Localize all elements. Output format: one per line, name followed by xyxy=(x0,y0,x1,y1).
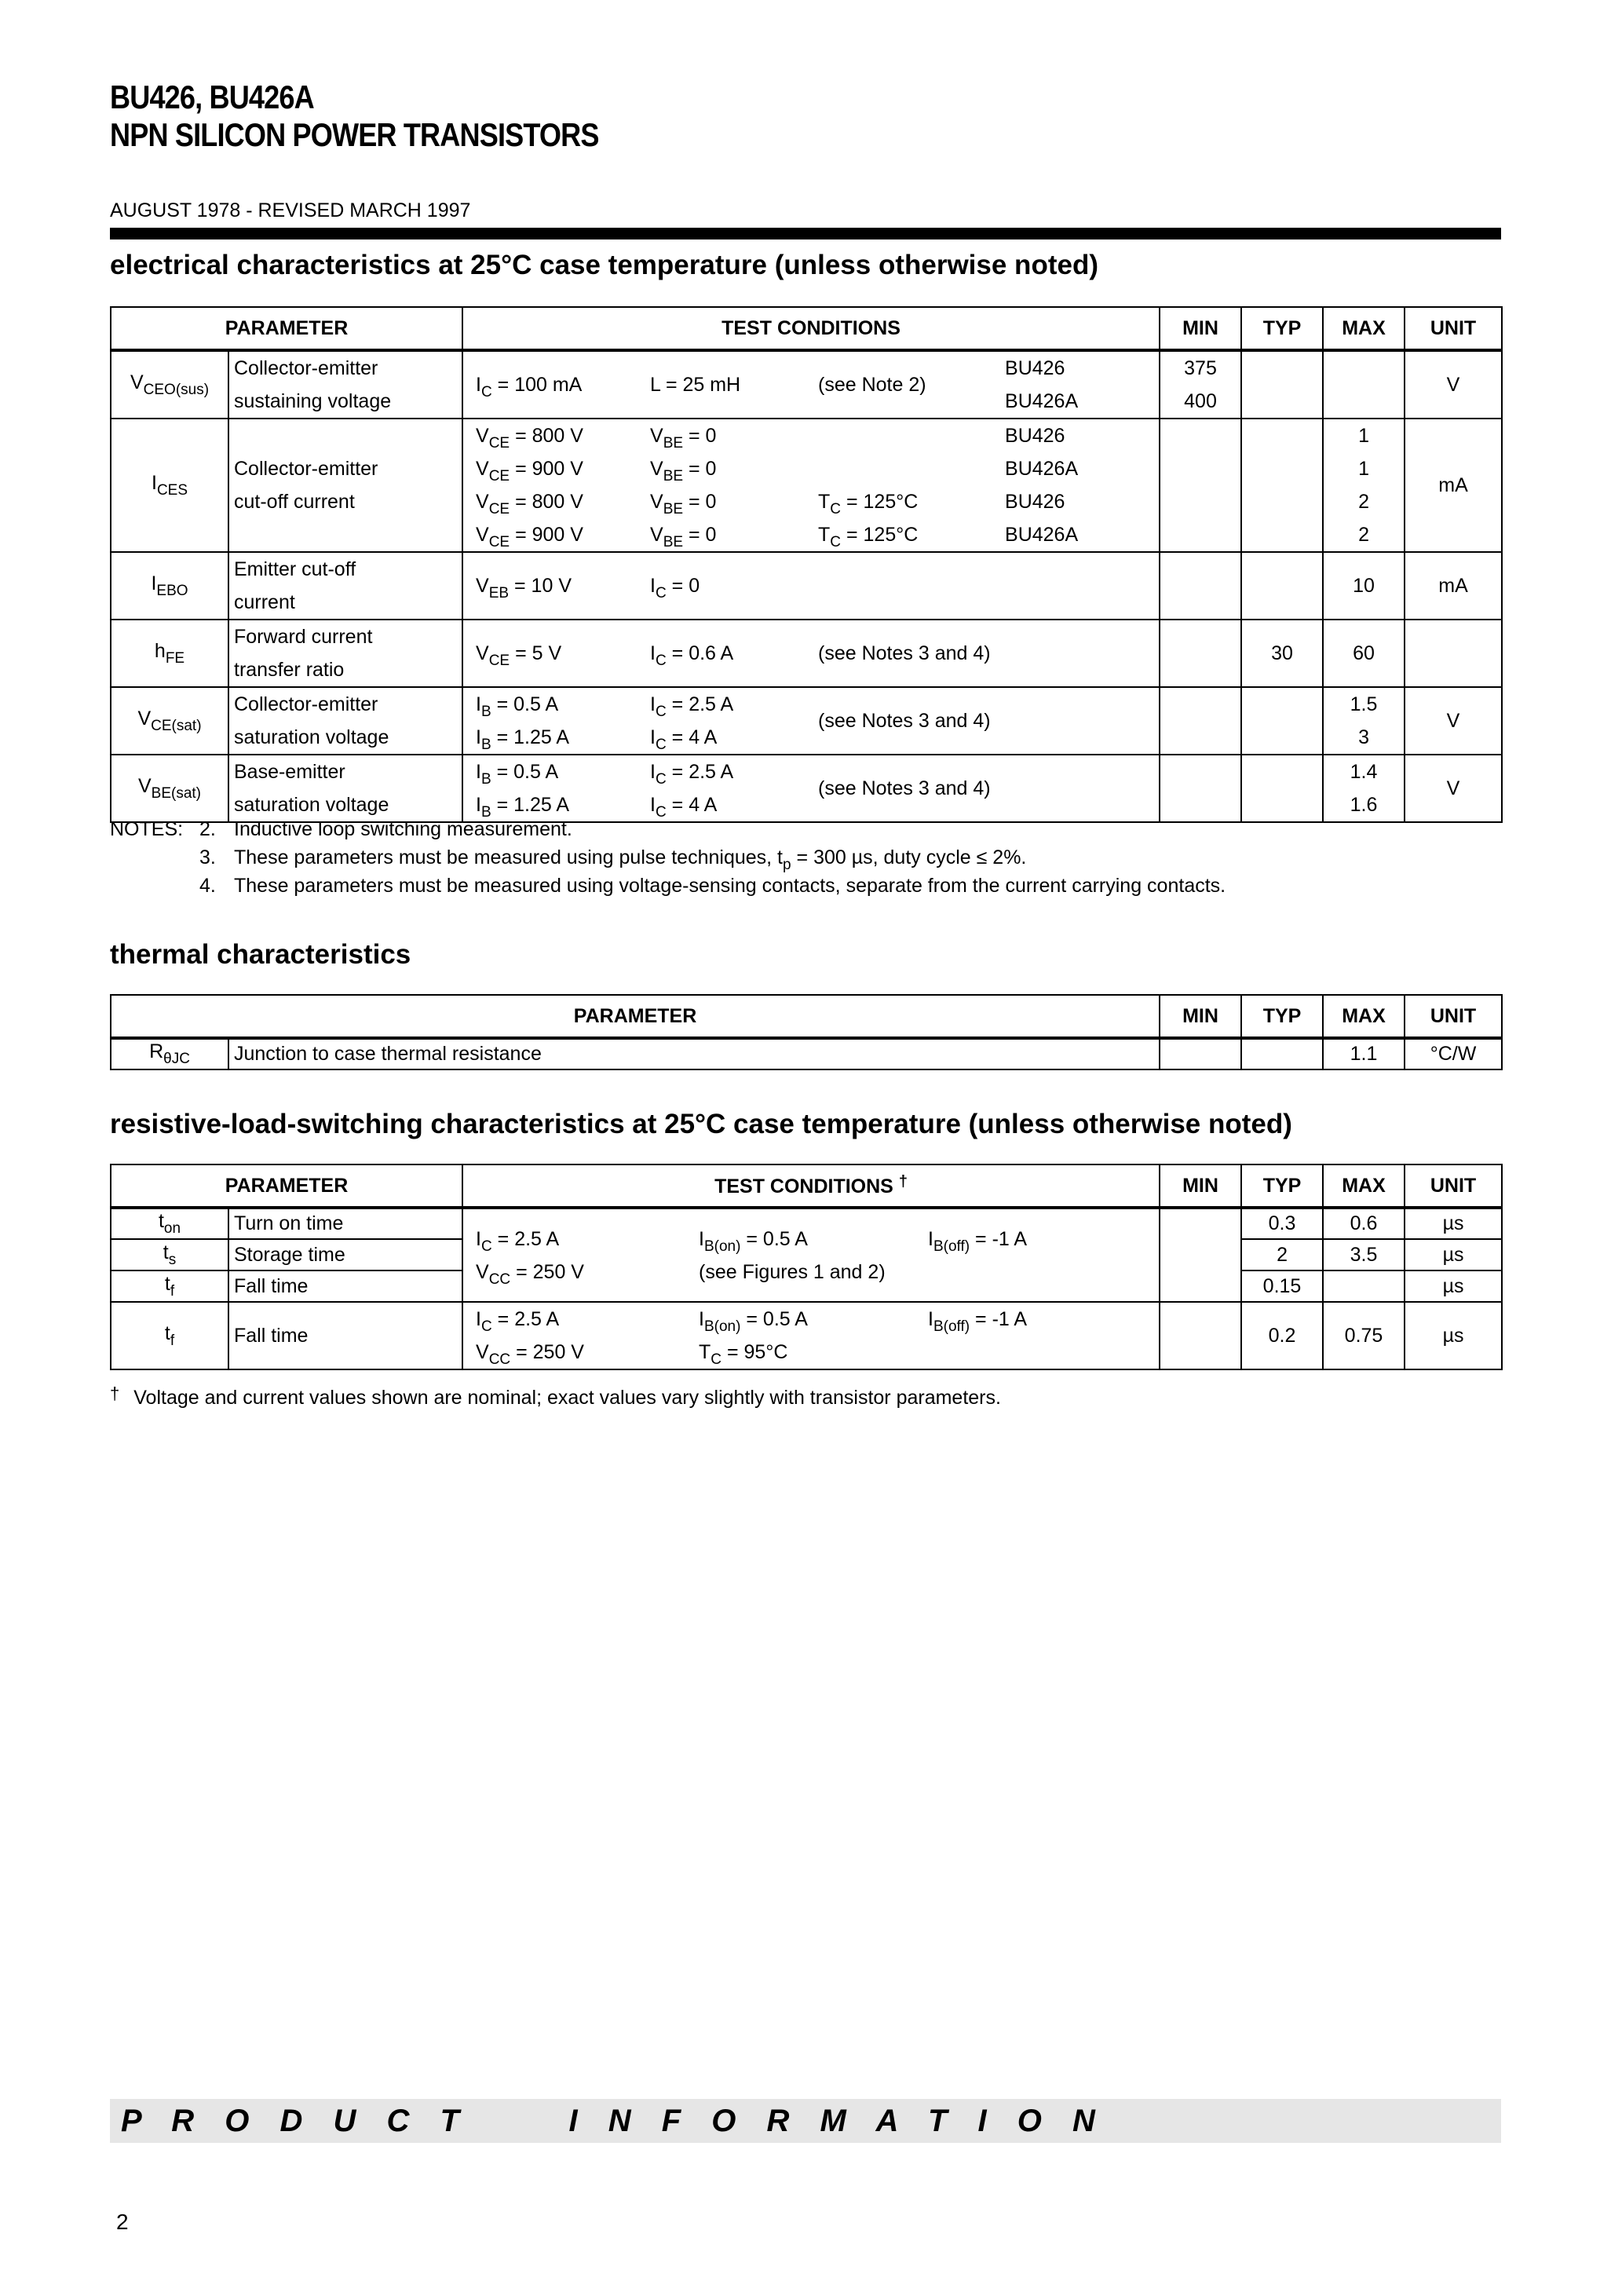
max-value xyxy=(1323,350,1405,419)
typ-value: 30 xyxy=(1241,620,1323,687)
column-header-typ: TYP xyxy=(1241,995,1323,1038)
test-conditions: $I_C = 2.5$ A $I_{B(on)} = 0.5$ A $I_{B(off)} = -1$ A $V_{CC} = 250$ V (see Figures 1 and 2) xyxy=(462,1208,1160,1302)
document-title-part-numbers: BU426, BU426A xyxy=(110,79,314,115)
unit-value: µs xyxy=(1405,1270,1502,1302)
test-conditions: $I_C = 2.5$ A $I_{B(on)} = 0.5$ A $I_{B(off)} = -1$ A $V_{CC} = 250$ V $T_C = 95^\circ C$ xyxy=(462,1302,1160,1369)
unit-value: µs xyxy=(1405,1239,1502,1270)
max-value: 60 xyxy=(1323,620,1405,687)
max-value: 0.6 xyxy=(1323,1208,1405,1239)
typ-value: 0.2 xyxy=(1241,1302,1323,1369)
table-row xyxy=(111,1208,1502,1239)
header-rule xyxy=(110,228,1501,239)
unit-value: V xyxy=(1405,687,1502,755)
typ-value xyxy=(1241,350,1323,419)
thermal-characteristics-heading: thermal characteristics xyxy=(110,939,411,970)
test-conditions: $V_{CE} = 800$ V $V_{BE} = 0$ BU426 $V_{CE} = 900$ V $V_{BE} = 0$ BU426A $V_{CE} = 800$ V $V_{BE} = 0$ $T_C = 125^\circ C$ BU426 $V_{CE} = 900$ V $V_{BE} = 0$ $T_C = 125^\circ C$ BU426A xyxy=(462,419,1160,552)
parameter-symbol: $I_{EBO}$ xyxy=(111,552,228,620)
parameter-description: Collector-emitter sustaining voltage xyxy=(228,350,462,419)
max-value: 3.5 xyxy=(1323,1239,1405,1270)
table-row xyxy=(111,620,1502,687)
parameter-symbol: $V_{CEO(sus)}$ xyxy=(111,350,228,419)
parameter-symbol: $V_{BE(sat)}$ xyxy=(111,755,228,822)
parameter-symbol: $t_{on}$ xyxy=(111,1208,228,1239)
table-header-row xyxy=(111,995,1502,1038)
electrical-characteristics-heading: electrical characteristics at 25°C case temperature (unless otherwise noted) xyxy=(110,250,1098,280)
switching-footnote xyxy=(110,1384,1001,1409)
note-text: Inductive loop switching measurement. xyxy=(234,818,572,840)
parameter-description: Storage time xyxy=(228,1239,462,1270)
max-value: 0.75 xyxy=(1323,1302,1405,1369)
typ-value xyxy=(1241,1038,1323,1069)
thermal-characteristics-table xyxy=(110,994,1503,1070)
min-value xyxy=(1160,552,1241,620)
typ-value xyxy=(1241,687,1323,755)
column-header-test-conditions: TEST CONDITIONS xyxy=(462,307,1160,350)
test-conditions: $V_{EB} = 10$ V $I_C = 0$ xyxy=(462,552,1160,620)
column-header-max: MAX xyxy=(1323,1164,1405,1208)
typ-value: 0.15 xyxy=(1241,1270,1323,1302)
switching-characteristics-table xyxy=(110,1164,1503,1370)
min-value xyxy=(1160,687,1241,755)
document-title-description: NPN SILICON POWER TRANSISTORS xyxy=(110,116,599,153)
parameter-description: Junction to case thermal resistance xyxy=(228,1038,1160,1069)
typ-value: 0.3 xyxy=(1241,1208,1323,1239)
unit-value: V xyxy=(1405,350,1502,419)
note-number: 4. xyxy=(199,875,216,897)
note-text: These parameters must be measured using pulse techniques, $t_p = 300$ µs, duty cycle ≤ 2%. xyxy=(234,846,1027,873)
max-value xyxy=(1323,1270,1405,1302)
column-header-unit: UNIT xyxy=(1405,307,1502,350)
page-number: 2 xyxy=(116,2210,129,2234)
column-header-parameter: PARAMETER xyxy=(111,995,1160,1038)
footnote-text: Voltage and current values shown are nominal; exact values vary slightly with transistor parameters. xyxy=(133,1387,1001,1409)
test-conditions: $V_{CE} = 5$ V $I_C = 0.6$ A (see Notes 3 and 4) xyxy=(462,620,1160,687)
column-header-max: MAX xyxy=(1323,995,1405,1038)
parameter-description: Emitter cut-off current xyxy=(228,552,462,620)
dagger-mark: † xyxy=(110,1384,120,1403)
column-header-unit: UNIT xyxy=(1405,995,1502,1038)
column-header-typ: TYP xyxy=(1241,1164,1323,1208)
parameter-symbol: $t_f$ xyxy=(111,1270,228,1302)
column-header-min: MIN xyxy=(1160,1164,1241,1208)
parameter-symbol: $t_s$ xyxy=(111,1239,228,1270)
table-row xyxy=(111,687,1502,755)
max-value: 1.4 1.6 xyxy=(1323,755,1405,822)
parameter-description: Forward current transfer ratio xyxy=(228,620,462,687)
parameter-symbol: $I_{CES}$ xyxy=(111,419,228,552)
min-value xyxy=(1160,1038,1241,1069)
note-number: 3. xyxy=(199,846,216,868)
table-row xyxy=(111,552,1502,620)
test-conditions: $I_C = 100$ mA L = 25 mH (see Note 2) BU426 BU426A xyxy=(462,350,1160,419)
column-header-parameter: PARAMETER xyxy=(111,307,462,350)
column-header-test-conditions: TEST CONDITIONS † xyxy=(462,1164,1160,1208)
table-header-row xyxy=(111,1164,1502,1208)
unit-value: mA xyxy=(1405,552,1502,620)
unit-value: mA xyxy=(1405,419,1502,552)
min-value: 375 400 xyxy=(1160,350,1241,419)
switching-characteristics-heading: resistive-load-switching characteristics at 25°C case temperature (unless otherwise noted) xyxy=(110,1109,1292,1139)
unit-value: µs xyxy=(1405,1208,1502,1239)
table-row xyxy=(111,1038,1502,1069)
parameter-description: Fall time xyxy=(228,1302,462,1369)
unit-value: V xyxy=(1405,755,1502,822)
table-row xyxy=(111,755,1502,822)
column-header-min: MIN xyxy=(1160,307,1241,350)
table-row xyxy=(111,1302,1502,1369)
max-value: 1.5 3 xyxy=(1323,687,1405,755)
parameter-description: Turn on time xyxy=(228,1208,462,1239)
max-value: 10 xyxy=(1323,552,1405,620)
product-information-bar xyxy=(110,2099,1501,2143)
unit-value: °C/W xyxy=(1405,1038,1502,1069)
typ-value xyxy=(1241,755,1323,822)
column-header-parameter: PARAMETER xyxy=(111,1164,462,1208)
parameter-description: Fall time xyxy=(228,1270,462,1302)
table-header-row xyxy=(111,307,1502,350)
typ-value: 2 xyxy=(1241,1239,1323,1270)
parameter-symbol: $t_f$ xyxy=(111,1302,228,1369)
column-header-typ: TYP xyxy=(1241,307,1323,350)
unit-value: µs xyxy=(1405,1302,1502,1369)
min-value xyxy=(1160,1302,1241,1369)
product-information-label: P R O D U C T I N F O R M A T I O N xyxy=(121,2104,1106,2138)
column-header-unit: UNIT xyxy=(1405,1164,1502,1208)
test-conditions: $I_B = 0.5$ A $I_C = 2.5$ A (see Notes 3 and 4) $I_B = 1.25$ A $I_C = 4$ A xyxy=(462,755,1160,822)
typ-value xyxy=(1241,552,1323,620)
typ-value xyxy=(1241,419,1323,552)
max-value: 1 1 2 2 xyxy=(1323,419,1405,552)
max-value: 1.1 xyxy=(1323,1038,1405,1069)
table-row xyxy=(111,350,1502,419)
unit-value xyxy=(1405,620,1502,687)
electrical-characteristics-table xyxy=(110,306,1503,823)
column-header-min: MIN xyxy=(1160,995,1241,1038)
parameter-description: Collector-emitter saturation voltage xyxy=(228,687,462,755)
column-header-max: MAX xyxy=(1323,307,1405,350)
parameter-description: Base-emitter saturation voltage xyxy=(228,755,462,822)
parameter-symbol: $V_{CE(sat)}$ xyxy=(111,687,228,755)
parameter-symbol: $R_{\theta JC}$ xyxy=(111,1038,228,1069)
min-value xyxy=(1160,1208,1241,1302)
note-text: These parameters must be measured using voltage-sensing contacts, separate from the current carrying contacts. xyxy=(234,875,1226,897)
notes-label: NOTES: xyxy=(110,818,184,840)
parameter-description: Collector-emitter cut-off current xyxy=(228,419,462,552)
test-conditions: $I_B = 0.5$ A $I_C = 2.5$ A (see Notes 3 and 4) $I_B = 1.25$ A $I_C = 4$ A xyxy=(462,687,1160,755)
min-value xyxy=(1160,755,1241,822)
note-number: 2. xyxy=(199,818,216,840)
min-value xyxy=(1160,419,1241,552)
table-row xyxy=(111,419,1502,552)
min-value xyxy=(1160,620,1241,687)
parameter-symbol: $h_{FE}$ xyxy=(111,620,228,687)
revision-date: AUGUST 1978 - REVISED MARCH 1997 xyxy=(110,199,471,221)
